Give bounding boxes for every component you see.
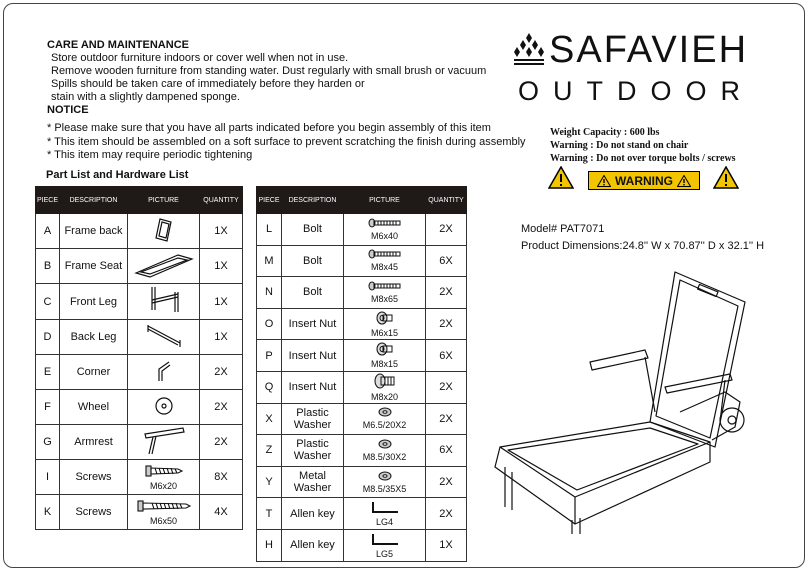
part-description: Bolt [282,277,344,309]
piece-letter: T [257,498,282,530]
front-leg-icon [144,284,184,319]
part-picture [344,498,426,530]
part-picture [128,495,200,530]
warning-banner [588,171,700,190]
table-row [257,466,467,498]
part-quantity: 2X [426,371,467,403]
table-row [257,403,467,435]
armrest-icon [139,426,189,459]
header-picture: PICTURE [344,187,426,214]
part-picture [344,277,426,309]
part-picture [344,403,426,435]
table-row [257,498,467,530]
table-header-row [36,187,243,214]
warning-triangle-icon [713,166,739,189]
table-row [36,284,243,320]
warning-stand: Warning : Do not stand on chair [550,140,689,151]
notice-text [47,122,526,163]
part-description: Allen key [282,529,344,561]
piece-letter: H [257,529,282,561]
table-row [257,214,467,246]
part-description: Bolt [282,245,344,277]
care-text [51,52,486,104]
piece-letter: K [36,495,60,530]
weight-capacity: Weight Capacity : 600 lbs [550,127,660,138]
piece-letter: E [36,355,60,390]
part-description: Frame Seat [60,249,128,284]
part-quantity: 4X [200,495,243,530]
part-quantity: 2X [426,466,467,498]
part-size-label: M6x20 [149,480,177,491]
part-size-label: M6.5/20X2 [362,420,407,431]
table-header-row [257,187,467,214]
care-heading: CARE AND MAINTENANCE [47,39,189,51]
parts-table-2 [256,186,467,562]
part-description: Allen key [282,498,344,530]
part-description: Bolt [282,214,344,246]
piece-letter: M [257,245,282,277]
allen-key-icon [370,500,400,517]
parts-table-1 [35,186,243,530]
part-description: Insert Nut [282,340,344,372]
part-description: Insert Nut [282,308,344,340]
washer-icon [378,439,392,452]
insert-nut-icon [375,311,395,328]
part-quantity: 2X [426,498,467,530]
header-piece: PIECE [257,187,282,214]
long-screw-icon [136,499,192,516]
part-quantity: 2X [200,390,243,425]
piece-letter: X [257,403,282,435]
part-quantity: 2X [426,214,467,246]
part-quantity: 1X [200,214,243,249]
product-dimensions: Product Dimensions:24.8'' W x 70.87'' D x 32.1'' H [521,240,765,252]
part-quantity: 1X [200,249,243,284]
part-description: Wheel [60,390,128,425]
table-row [257,435,467,467]
table-row [36,320,243,355]
header-description: DESCRIPTION [282,187,344,214]
header-picture: PICTURE [128,187,200,214]
piece-letter: I [36,460,60,495]
part-picture [128,390,200,425]
brand-sub: OUTDOOR [518,76,754,106]
table-row [257,371,467,403]
part-description: Front Leg [60,284,128,320]
washer-icon [378,407,392,420]
part-size-label: M8x15 [370,359,398,370]
part-picture [128,249,200,284]
insert-nut-icon [375,342,395,359]
part-description: Frame back [60,214,128,249]
table-row [257,340,467,372]
part-picture [344,214,426,246]
piece-letter: Q [257,371,282,403]
part-size-label: M6x40 [370,230,398,241]
piece-letter: Z [257,435,282,467]
part-quantity: 1X [200,320,243,355]
table-row [36,460,243,495]
care-line: stain with a slightly dampened sponge. [51,91,240,103]
header-quantity: QUANTITY [200,187,243,214]
table-row [36,390,243,425]
part-size-label: M6x50 [149,515,177,526]
notice-line: * This item may require periodic tightening [47,149,253,161]
piece-letter: P [257,340,282,372]
brand-name: SAFAVIEH [549,29,749,71]
piece-letter: D [36,320,60,355]
logo-mark-icon [512,33,546,67]
part-picture [344,529,426,561]
table-row [257,245,467,277]
header-description: DESCRIPTION [60,187,128,214]
bolt-icon [368,218,402,231]
part-description: Corner [60,355,128,390]
bolt-icon [368,249,402,262]
part-description: Insert Nut [282,371,344,403]
care-line: Spills should be taken care of immediately before they harden or [51,78,365,90]
bolt-icon [368,281,402,294]
table-row [36,425,243,460]
wheel-icon [154,396,174,419]
part-picture [344,435,426,467]
part-description: Armrest [60,425,128,460]
notice-heading: NOTICE [47,104,89,116]
part-picture [344,308,426,340]
header-piece: PIECE [36,187,60,214]
part-quantity: 6X [426,340,467,372]
part-quantity: 1X [200,284,243,320]
table-row [257,308,467,340]
back-leg-icon [142,323,186,352]
part-picture [128,214,200,249]
part-quantity: 8X [200,460,243,495]
part-size-label: LG5 [375,548,393,559]
part-description: Metal Washer [282,466,344,498]
part-quantity: 6X [426,435,467,467]
part-size-label: M8x45 [370,262,398,273]
piece-letter: B [36,249,60,284]
part-picture [128,425,200,460]
corner-icon [154,359,174,386]
table-row [36,495,243,530]
care-line: Store outdoor furniture indoors or cover well when not in use. [51,52,349,64]
piece-letter: L [257,214,282,246]
table-row [36,214,243,249]
part-picture [344,245,426,277]
part-picture [128,320,200,355]
part-size-label: M8.5/35X5 [362,483,407,494]
parts-heading: Part List and Hardware List [46,169,189,181]
part-picture [128,460,200,495]
part-picture [344,371,426,403]
part-picture [344,340,426,372]
table-row [36,249,243,284]
part-quantity: 2X [200,425,243,460]
part-quantity: 2X [426,277,467,309]
part-size-label: M8x20 [370,391,398,402]
part-quantity: 6X [426,245,467,277]
part-quantity: 2X [200,355,243,390]
notice-line: * Please make sure that you have all parts indicated before you begin assembly of this item [47,122,491,134]
part-picture [128,284,200,320]
part-quantity: 2X [426,403,467,435]
care-line: Remove wooden furniture from standing water. Dust regularly with small brush or vacuum [51,65,487,77]
part-size-label: M8x65 [370,293,398,304]
part-quantity: 1X [426,529,467,561]
model-number: Model# PAT7071 [521,223,605,235]
warnings [550,126,736,165]
part-picture [128,355,200,390]
part-description: Back Leg [60,320,128,355]
part-size-label: M8.5/30X2 [362,451,407,462]
washer-icon [378,471,392,484]
table-row [257,529,467,561]
part-description: Plastic Washer [282,435,344,467]
part-description: Screws [60,495,128,530]
chaise-lounge-illustration [480,262,750,537]
warning-small-icon [677,175,691,187]
piece-letter: Y [257,466,282,498]
header-quantity: QUANTITY [426,187,467,214]
warning-torque: Warning : Do not over torque bolts / screws [550,153,736,164]
part-description: Screws [60,460,128,495]
piece-letter: C [36,284,60,320]
notice-line: * This item should be assembled on a soft surface to prevent scratching the finish during assembly [47,135,526,148]
screw-icon [144,464,184,481]
piece-letter: A [36,214,60,249]
part-picture [344,466,426,498]
table-row [36,355,243,390]
frame-seat-icon [132,251,196,282]
part-size-label: LG4 [375,517,393,528]
insert-nut-large-icon [373,373,397,392]
part-size-label: M6x15 [370,327,398,338]
part-quantity: 2X [426,308,467,340]
warning-banner-label: WARNING [615,173,673,188]
piece-letter: N [257,277,282,309]
part-description: Plastic Washer [282,403,344,435]
piece-letter: O [257,308,282,340]
piece-letter: G [36,425,60,460]
table-row [257,277,467,309]
warning-small-icon [597,175,611,187]
piece-letter: F [36,390,60,425]
warning-triangle-icon [548,166,574,189]
allen-key-icon [370,532,400,549]
frame-back-icon [151,217,177,246]
